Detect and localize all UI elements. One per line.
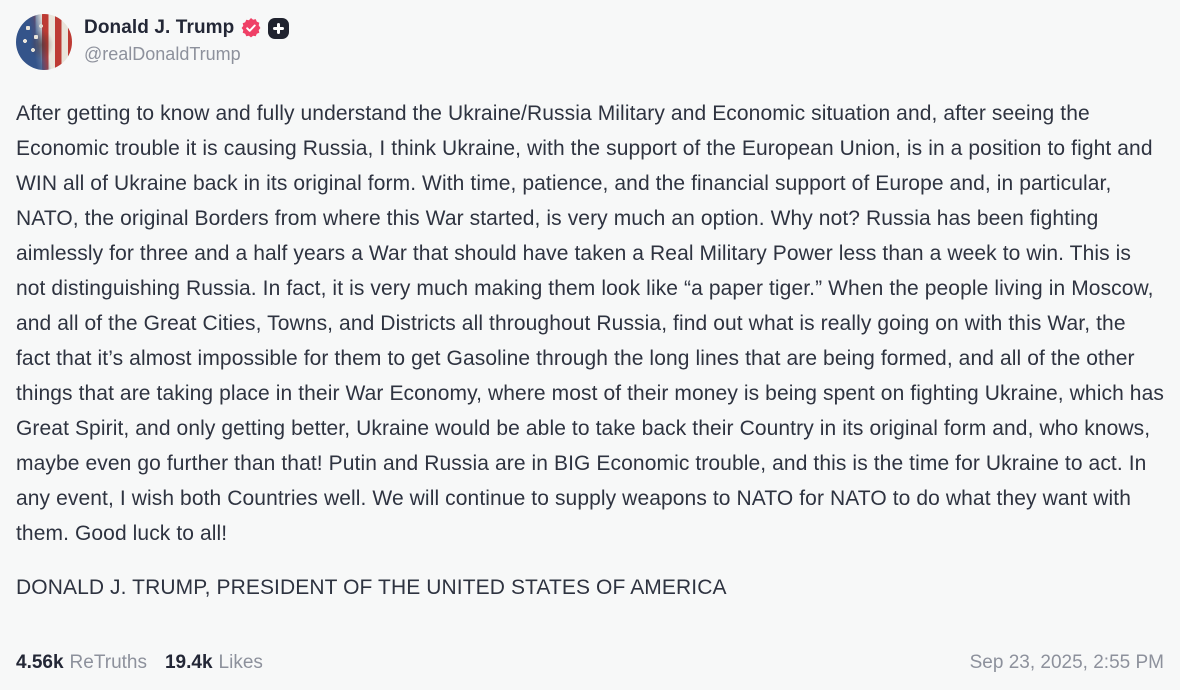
post-signature: DONALD J. TRUMP, PRESIDENT OF THE UNITED STATES OF AMERICA [16,576,727,599]
post-footer [16,652,1164,678]
author-display-name[interactable]: Donald J. Trump [84,17,235,38]
avatar[interactable] [16,14,72,70]
verified-check-icon [241,18,261,38]
post-timestamp[interactable]: Sep 23, 2025, 2:55 PM [969,652,1164,673]
likes-label: Likes [218,652,263,673]
author-name-row [84,17,289,39]
truth-plus-icon [268,18,289,39]
post-stats [16,652,263,674]
likes-count: 19.4k [164,652,213,673]
likes-stat[interactable] [165,652,263,674]
post-header [16,14,1164,70]
post-body-text: After getting to know and fully understand the Ukraine/Russia Military and Economic situation and, after seeing the Economic trouble it is causing Russia, I think Ukraine, with the support of the European Union, is in a position to fight and WIN all of Ukraine back in its original form. With time, patience, and the financial support of Europe and, in particular, NATO, the original Borders from where this War started, is very much an option. Why not? Russia has been fighting aimlessly for three and a half years a War that should have taken a Real Military Power less than a week to win. This is not distinguishing Russia. In fact, it is very much making them look like “a paper tiger.” When the people living in Moscow, and all of the Great Cities, Towns, and Districts all throughout Russia, find out what is really going on with this War, the fact that it’s almost impossible for them to get Gasoline through the long lines that are being formed, and all of the other things that are taking place in their War Economy, where most of their money is being spent on fighting Ukraine, which has Great Spirit, and only getting better, Ukraine would be able to take back their Country in its original form and, who knows, maybe even go further than that! Putin and Russia are in BIG Economic trouble, and this is the time for Ukraine to act. In any event, I wish both Countries well. We will continue to supply weapons to NATO for NATO to do what they want with them. Good luck to all! [16,102,1164,545]
author-handle[interactable]: @realDonaldTrump [84,44,241,64]
retruths-stat[interactable] [16,652,147,674]
retruths-count: 4.56k [16,652,64,673]
author-block [84,14,289,65]
retruths-label: ReTruths [69,652,147,673]
